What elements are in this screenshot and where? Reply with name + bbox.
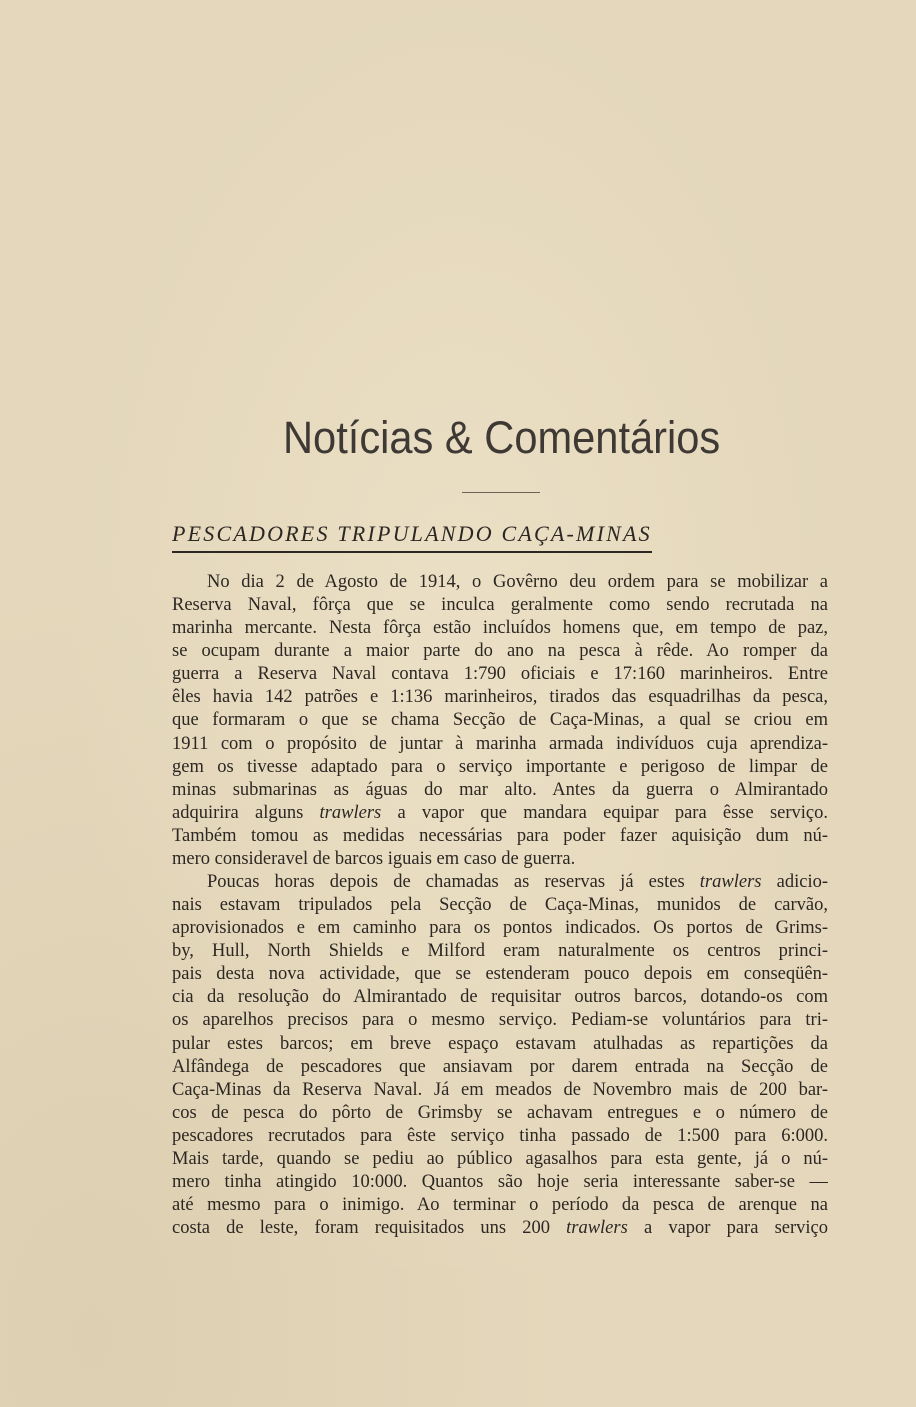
text-line [172,617,828,640]
text-segment: marinha mercante. Nesta fôrça estão incluídos homens que, em tempo de paz, [172,618,828,639]
text-line [172,917,828,940]
text-segment: êles havia 142 patrões e 1:136 marinheiros, tirados das esquadrilhas da pesca, [172,687,828,708]
text-segment: pescadores recrutados para êste serviço tinha passado de 1:500 para 6:000. [172,1125,828,1146]
text-line [172,894,828,917]
italic-term: trawlers [699,872,762,893]
text-line [172,802,828,825]
paragraph [172,871,828,1240]
text-line [172,1056,828,1079]
title-rule [462,492,540,493]
text-line [172,709,828,732]
text-segment: gem os tivesse adaptado para o serviço importante e perigoso de limpar de [172,756,828,777]
text-segment: Caça-Minas da Reserva Naval. Já em meados de Novembro mais de 200 bar- [172,1079,828,1100]
text-line [172,1125,828,1148]
paragraph [172,571,828,871]
text-segment: costa de leste, foram requisitados uns 200 [172,1218,567,1239]
italic-term: trawlers [319,802,382,823]
text-segment: a vapor que mandara equipar para êsse serviço. [381,802,828,823]
text-segment: se ocupam durante a maior parte do ano na pesca à rêde. Ao romper da [172,641,828,662]
text-segment: mero consideravel de barcos iguais em caso de guerra. [172,848,576,869]
text-line [172,848,828,871]
text-segment: que formaram o que se chama Secção de Caça-Minas, a qual se criou em [172,710,828,731]
article-body [172,571,828,1240]
text-line [172,571,828,594]
text-segment: by, Hull, North Shields e Milford eram naturalmente os centros princi- [172,941,828,962]
text-segment: nais estavam tripulados pela Secção de Caça-Minas, munidos de carvão, [172,895,828,916]
text-line [172,963,828,986]
text-segment: a vapor para serviço [627,1218,828,1239]
text-line [172,1009,828,1032]
text-segment: adicio- [761,872,828,893]
text-line [172,1079,828,1102]
text-segment: pular estes barcos; em breve espaço estavam atulhadas as repartições da [172,1033,828,1054]
text-segment: guerra a Reserva Naval contava 1:790 oficiais e 17:160 marinheiros. Entre [172,664,828,685]
text-segment: mero tinha atingido 10:000. Quantos são hoje seria interessante saber-se — [172,1172,828,1193]
italic-term: trawlers [566,1218,628,1239]
article-heading: PESCADORES TRIPULANDO CAÇA-MINAS [172,522,652,553]
text-segment: até mesmo para o inimigo. Ao terminar o período da pesca de arenque na [172,1195,828,1216]
text-line [172,733,828,756]
text-line [172,640,828,663]
text-segment: Reserva Naval, fôrça que se inculca geralmente como sendo recrutada na [172,595,828,616]
text-line [172,1148,828,1171]
text-segment: Mais tarde, quando se pediu ao público agasalhos para esta gente, já o nú- [172,1148,828,1169]
text-line [172,756,828,779]
text-line [172,779,828,802]
text-line [172,871,828,894]
text-line [172,825,828,848]
text-line [172,1217,828,1240]
text-line [172,1102,828,1125]
text-line [172,1033,828,1056]
text-segment: Poucas horas depois de chamadas as reservas já estes [207,872,700,893]
text-segment: cia da resolução do Almirantado de requisitar outros barcos, dotando-os com [172,987,828,1008]
text-segment: Alfândega de pescadores que ansiavam por darem entrada na Secção de [172,1056,828,1077]
text-segment: minas submarinas as águas do mar alto. Antes da guerra o Almirantado [172,779,828,800]
text-line [172,663,828,686]
text-segment: cos de pesca do pôrto de Grimsby se achavam entregues e o número de [172,1102,828,1123]
text-segment: pais desta nova actividade, que se estenderam pouco depois em conseqüên- [172,964,828,985]
text-segment: No dia 2 de Agosto de 1914, o Govêrno deu ordem para se mobilizar a [207,572,828,592]
section-title: Notícias & Comentários [283,412,721,463]
text-line [172,986,828,1009]
text-segment: 1911 com o propósito de juntar à marinha armada indivíduos cuja aprendiza- [172,733,828,754]
text-line [172,594,828,617]
text-segment: Também tomou as medidas necessárias para poder fazer aquisição dum nú- [172,825,828,846]
text-segment: os aparelhos precisos para o mesmo serviço. Pediam-se voluntários para tri- [172,1010,828,1031]
text-line [172,1171,828,1194]
text-line [172,1194,828,1217]
text-segment: adquirira alguns [172,802,320,823]
text-line [172,940,828,963]
text-line [172,686,828,709]
text-segment: aprovisionados e em caminho para os pontos indicados. Os portos de Grims- [172,918,828,939]
